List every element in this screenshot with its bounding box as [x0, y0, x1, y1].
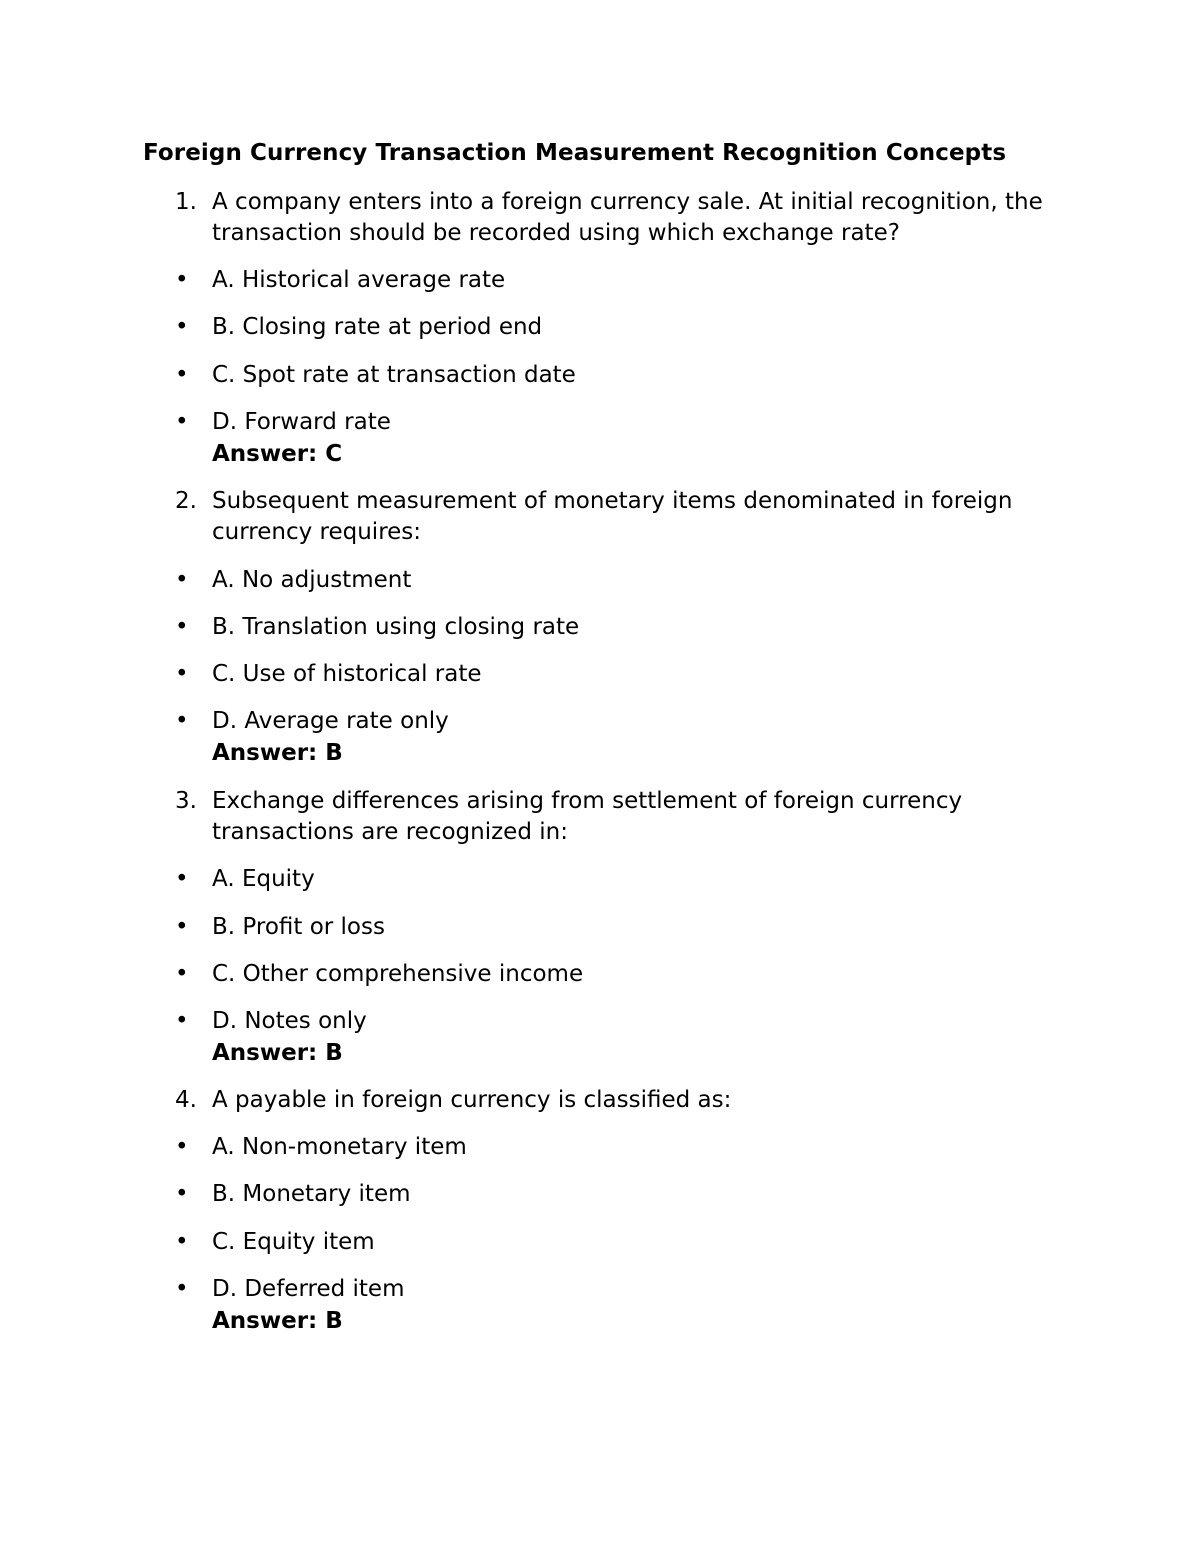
question-number: 2.	[175, 488, 197, 514]
question-text: Subsequent measurement of monetary items denominated in foreign currency requires:	[212, 488, 1013, 545]
bullet-icon: •	[175, 267, 189, 293]
bullet-icon: •	[175, 1008, 189, 1034]
answer-label: Answer: B	[212, 1308, 343, 1334]
list-item	[175, 612, 579, 643]
list-item	[175, 1132, 467, 1163]
option-text: B. Closing rate at period end	[212, 314, 543, 340]
option-text: B. Translation using closing rate	[212, 614, 580, 640]
bullet-icon: •	[175, 614, 189, 640]
list-item	[175, 360, 576, 391]
bullet-icon: •	[175, 1134, 189, 1160]
option-text: D. Forward rate	[212, 409, 391, 435]
option-text: A. Historical average rate	[212, 267, 506, 293]
answer-label: Answer: C	[212, 441, 343, 467]
bullet-icon: •	[175, 314, 189, 340]
list-item	[175, 1006, 367, 1037]
option-text: C. Spot rate at transaction date	[212, 362, 576, 388]
question-3	[175, 786, 1075, 848]
answer-label: Answer: B	[212, 1040, 343, 1066]
question-text: A company enters into a foreign currency sale. At initial recognition, the transaction should be recorded using which exchange rate?	[212, 189, 1043, 246]
bullet-icon: •	[175, 1181, 189, 1207]
bullet-icon: •	[175, 362, 189, 388]
list-item	[175, 959, 583, 990]
answer-label: Answer: B	[212, 740, 343, 766]
question-1	[175, 187, 1075, 249]
list-item	[175, 565, 411, 596]
question-number: 1.	[175, 189, 197, 215]
bullet-icon: •	[175, 866, 189, 892]
bullet-icon: •	[175, 961, 189, 987]
question-text: A payable in foreign currency is classified as:	[212, 1087, 732, 1113]
page-title: Foreign Currency Transaction Measurement Recognition Concepts	[143, 140, 1007, 166]
option-text: C. Equity item	[212, 1229, 375, 1255]
option-text: A. Equity	[212, 866, 315, 892]
list-item	[175, 312, 542, 343]
bullet-icon: •	[175, 661, 189, 687]
option-text: C. Other comprehensive income	[212, 961, 584, 987]
bullet-icon: •	[175, 1276, 189, 1302]
list-item	[175, 864, 315, 895]
question-number: 4.	[175, 1087, 197, 1113]
option-text: C. Use of historical rate	[212, 661, 482, 687]
list-item	[175, 1227, 375, 1258]
question-text: Exchange differences arising from settlement of foreign currency transactions are recognized in:	[212, 788, 963, 845]
option-text: B. Monetary item	[212, 1181, 411, 1207]
list-item	[175, 912, 385, 943]
option-text: D. Average rate only	[212, 708, 449, 734]
option-text: A. Non-monetary item	[212, 1134, 467, 1160]
list-item	[175, 1179, 411, 1210]
bullet-icon: •	[175, 708, 189, 734]
question-2	[175, 486, 1075, 548]
bullet-icon: •	[175, 409, 189, 435]
list-item	[175, 265, 505, 296]
option-text: A. No adjustment	[212, 567, 412, 593]
list-item	[175, 1274, 404, 1305]
option-text: D. Deferred item	[212, 1276, 405, 1302]
option-text: B. Profit or loss	[212, 914, 385, 940]
question-4	[175, 1085, 1075, 1116]
bullet-icon: •	[175, 914, 189, 940]
list-item	[175, 706, 449, 737]
list-item	[175, 659, 482, 690]
list-item	[175, 407, 391, 438]
question-number: 3.	[175, 788, 197, 814]
bullet-icon: •	[175, 567, 189, 593]
option-text: D. Notes only	[212, 1008, 367, 1034]
bullet-icon: •	[175, 1229, 189, 1255]
